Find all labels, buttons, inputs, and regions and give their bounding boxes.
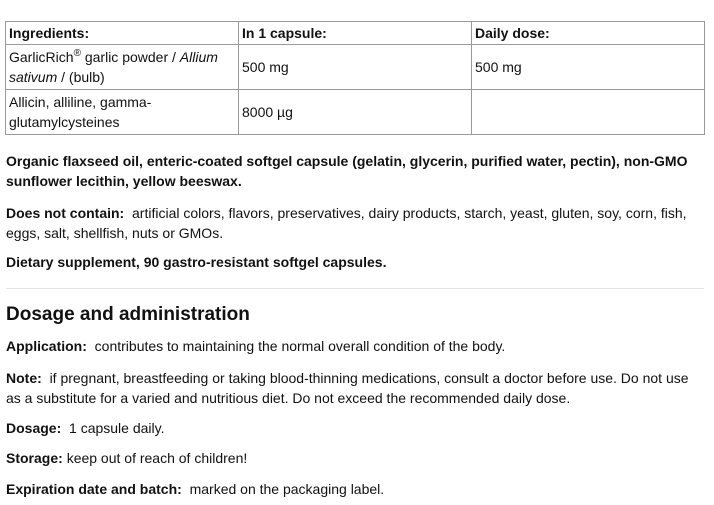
ingredient-cell-allicin: Allicin, alliline, gamma-glutamylcysteines [6,90,239,135]
ingredient-desc: garlic powder / [80,49,180,65]
ingredient-cell-garlic [6,45,239,90]
dosage-heading: Dosage and administration [6,304,250,325]
note-text: if pregnant, breastfeeding or taking blood-thinning medications, consult a doctor before use. Do not use as a substitute for a varied and nutritious diet. Do not exceed the recommended daily dose. [6,370,689,406]
table-row [6,45,705,90]
per-capsule-value: 500 mg [239,45,472,90]
header-daily-dose: Daily dose: [472,22,705,45]
dosage-line [6,418,706,438]
expiration-text: marked on the packaging label. [189,481,385,497]
daily-dose-value [472,90,705,135]
brand-name: GarlicRich [9,49,74,65]
table-row [6,90,705,135]
storage-text: keep out of reach of children! [66,450,248,466]
latin-name: Allium sativum [9,49,218,85]
header-ingredients: Ingredients: [6,22,239,45]
note-label: Note: [6,370,42,386]
registered-mark: ® [73,48,81,59]
does-not-contain [6,203,706,243]
composition-text: Organic flaxseed oil, enteric-coated softgel capsule (gelatin, glycerin, purified water, pectin), non-GMO sunflower lecithin, yellow beeswax. [6,153,688,189]
application-label: Application: [6,338,87,354]
per-capsule-value: 8000 µg [239,90,472,135]
does-not-contain-text: artificial colors, flavors, preservatives, dairy products, starch, yeast, gluten, soy, corn, fish, eggs, salt, shellfish, nuts or GMOs. [6,205,687,241]
application-text: contributes to maintaining the normal overall condition of the body. [94,338,506,354]
ingredients-table [5,21,705,135]
dosage-label: Dosage: [6,420,62,436]
product-form-text: Dietary supplement, 90 gastro-resistant softgel capsules. [6,254,387,270]
header-per-capsule: In 1 capsule: [239,22,472,45]
dosage-text: 1 capsule daily. [69,420,165,436]
expiration-label: Expiration date and batch: [6,481,182,497]
does-not-contain-label: Does not contain: [6,205,125,221]
section-divider [6,288,704,289]
ingredient-part: / (bulb) [57,69,105,85]
note-line [6,368,706,408]
application-line [6,336,706,356]
daily-dose-value: 500 mg [472,45,705,90]
storage-line [6,448,706,468]
storage-label: Storage: [6,450,63,466]
table-header-row [6,22,705,45]
expiration-line [6,479,706,499]
